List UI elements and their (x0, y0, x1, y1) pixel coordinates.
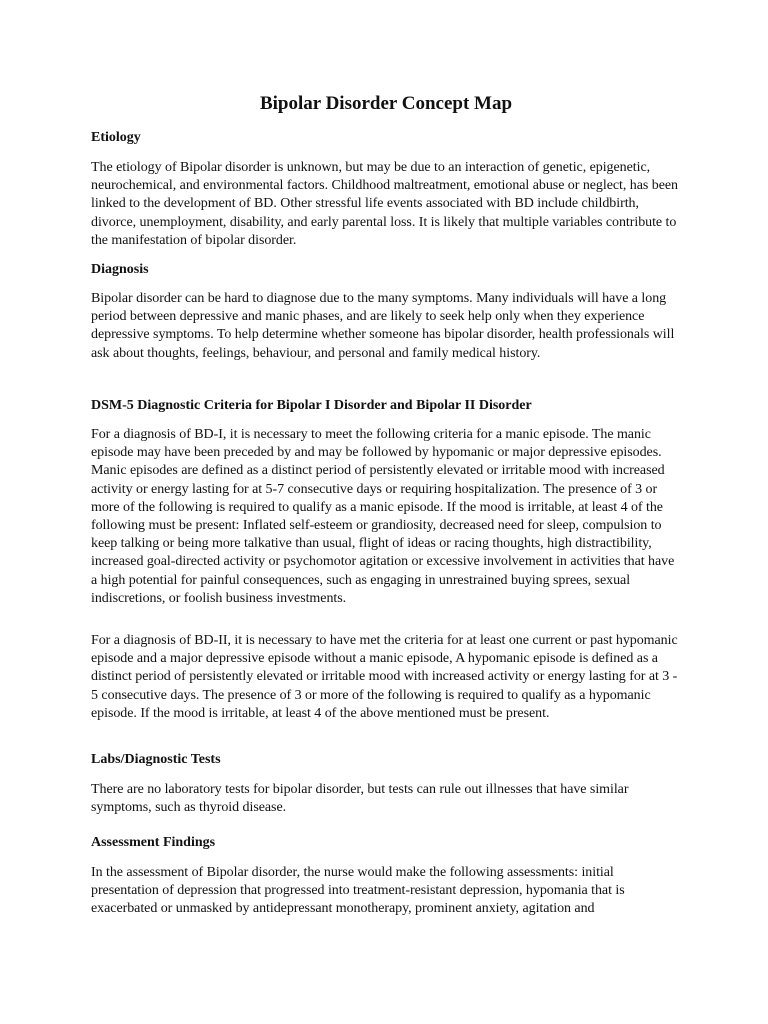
section-heading-etiology: Etiology (91, 130, 141, 145)
section-heading-assessment: Assessment Findings (91, 835, 216, 850)
paragraph-diagnosis: Bipolar disorder can be hard to diagnose due to the many symptoms. Many individuals will have a long period between depressive and manic phases, and are likely to seek help only when they experience depressive symptoms. To help determine whether someone has bipolar disorder, health professionals will ask about thoughts, feelings, behaviour, and personal and family medical history. (91, 291, 675, 361)
paragraph-dsm5-bd1: For a diagnosis of BD-I, it is necessary to meet the following criteria for a manic episode. The manic episode may have been preceded by and may be followed by hypomanic or major depressive episodes. Manic episodes are defined as a distinct period of persistently elevated or irritable mood with increased activity or energy lasting for at 5-7 consecutive days or requiring hospitalization. The presence of 3 or more of the following is required to qualify as a manic episode. If the mood is irritable, at least 4 of the following must be present: Inflated self-esteem or grandiosity, decreased need for sleep, compulsion to keep talking or being more talkative than usual, flight of ideas or racing thoughts, high distractibility, increased goal-directed activity or psychomotor agitation or excessive involvement in activities that have a high potential for painful consequences, such as engaging in unrestrained buying sprees, sexual indiscretions, or foolish business investments. (91, 427, 675, 606)
paragraph-assessment: In the assessment of Bipolar disorder, the nurse would make the following assessments: initial presentation of depression that progressed into treatment-resistant depression, hypomania that is exacerbated or unmasked by antidepressant monotherapy, prominent anxiety, agitation and (91, 865, 625, 917)
paragraph-etiology: The etiology of Bipolar disorder is unknown, but may be due to an interaction of genetic, epigenetic, neurochemical, and environmental factors. Childhood maltreatment, emotional abuse or neglect, has been linked to the development of BD. Other stressful life events associated with BD include childbirth, divorce, unemployment, disability, and early parental loss. It is likely that multiple variables contribute to the manifestation of bipolar disorder. (91, 160, 678, 248)
section-heading-dsm5: DSM-5 Diagnostic Criteria for Bipolar I Disorder and Bipolar II Disorder (91, 398, 532, 413)
document-title: Bipolar Disorder Concept Map (259, 93, 513, 114)
section-heading-diagnosis: Diagnosis (91, 262, 149, 277)
paragraph-labs: There are no laboratory tests for bipolar disorder, but tests can rule out illnesses that have similar symptoms, such as thyroid disease. (91, 782, 629, 816)
paragraph-dsm5-bd2: For a diagnosis of BD-II, it is necessary to have met the criteria for at least one current or past hypomanic episode and a major depressive episode without a manic episode, A hypomanic episode is defined as a distinct period of persistently elevated or irritable mood with increased activity or energy lasting for at 3 - 5 consecutive days. The presence of 3 or more of the following is required to qualify as a hypomanic episode. If the mood is irritable, at least 4 of the above mentioned must be present. (91, 633, 678, 721)
section-heading-labs: Labs/Diagnostic Tests (91, 752, 221, 767)
